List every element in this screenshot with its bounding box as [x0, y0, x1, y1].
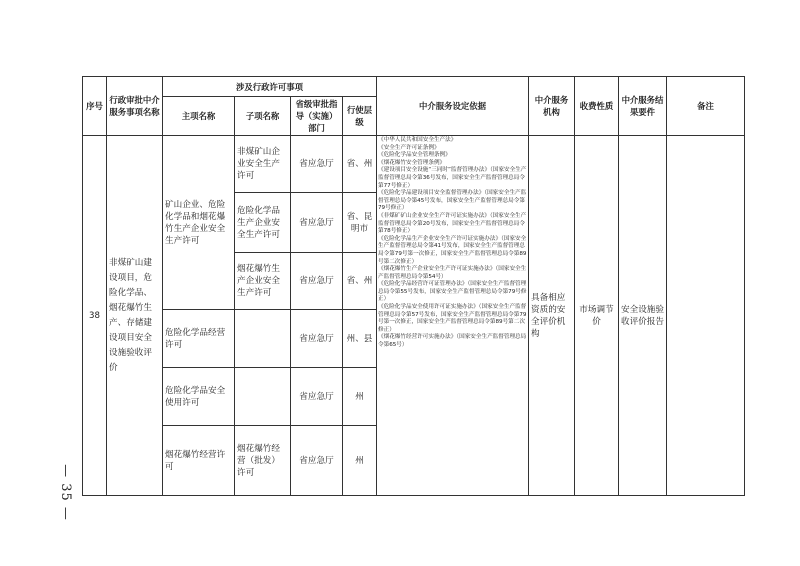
header-agency: 中介服务机构 — [529, 77, 575, 136]
basis-line: 《烟花爆竹安全管理条例》 — [378, 159, 446, 166]
row-agency: 具备相应资质的安全评价机构 — [529, 136, 575, 496]
header-license-group: 涉及行政许可事项 — [163, 77, 377, 97]
main-item-mining: 矿山企业、危险化学品和烟花爆竹生产企业安全生产许可 — [163, 136, 235, 310]
dept-cell: 省应急厅 — [291, 253, 343, 310]
header-basis: 中介服务设定依据 — [377, 77, 529, 136]
main-item-hazchem-use: 危险化学品安全使用许可 — [163, 368, 235, 426]
row-approval-item: 非煤矿山建设项目，危险化学品、烟花爆竹生产、存储建设项目安全设施验收评价 — [107, 136, 163, 496]
level-cell: 州 — [343, 368, 377, 426]
header-result: 中介服务结果要件 — [619, 77, 667, 136]
basis-line: 《建设项目安全设施“三同时”监督管理办法》（国家安全生产监督管理总局令第36号发布，国家安全生产监督管理总局令第77号修正） — [378, 167, 527, 189]
row-result: 安全设施验收评价报告 — [619, 136, 667, 496]
header-row-1 — [83, 77, 745, 97]
level-cell: 省、州 — [343, 253, 377, 310]
dept-cell: 省应急厅 — [291, 368, 343, 426]
sub-item — [235, 368, 291, 426]
basis-line: 《烟花爆竹生产企业安全生产许可证实施办法》（国家安全生产监督管理总局令第54号） — [378, 266, 527, 280]
dept-cell: 省应急厅 — [291, 193, 343, 253]
basis-line: 《中华人民共和国安全生产法》 — [378, 137, 457, 143]
header-note: 备注 — [667, 77, 745, 136]
dept-cell: 省应急厅 — [291, 136, 343, 193]
header-level: 行使层级 — [343, 97, 377, 136]
intermediary-services-table — [82, 76, 745, 496]
page-number-text: — 35 — — [57, 463, 73, 521]
header-main-item: 主项名称 — [163, 97, 235, 136]
sub-item: 非煤矿山企业安全生产许可 — [235, 136, 291, 193]
table-row — [83, 136, 745, 193]
main-item-hazchem-business: 危险化学品经营许可 — [163, 310, 235, 368]
basis-line: 《危险化学品安全使用许可证实施办法》（国家安全生产监督管理总局令第57号发布，国家安全生产监督管理总局令第79号第一次修正，国家安全生产监督管理总局令第89号第二次修正） — [378, 304, 527, 333]
basis-cell — [377, 136, 529, 496]
basis-line: 《非煤矿矿山企业安全生产许可证实施办法》（国家安全生产监督管理总局令第20号发布，国家安全生产监督管理总局令第78号修正） — [378, 212, 527, 235]
basis-line: 《危险化学品安全管理条例》 — [378, 152, 451, 159]
sub-item — [235, 310, 291, 368]
row-note — [667, 136, 745, 496]
dept-cell: 省应急厅 — [291, 426, 343, 496]
level-cell: 省、昆明市 — [343, 193, 377, 253]
basis-line: 《危险化学品经营许可证管理办法》（国家安全生产监督管理总局令第55号发布，国家安全生产监督管理总局令第79号修正） — [378, 281, 527, 303]
basis-line: 《烟花爆竹经营许可实施办法》（国家安全生产监督管理总局令第65号） — [378, 334, 527, 349]
main-item-fireworks-business: 烟花爆竹经营许可 — [163, 426, 235, 496]
row-fee: 市场调节价 — [575, 136, 619, 496]
level-cell: 州 — [343, 426, 377, 496]
row-seq: 38 — [83, 136, 107, 496]
header-sub-item: 子项名称 — [235, 97, 291, 136]
basis-line: 《安全生产许可证条例》 — [378, 144, 440, 151]
sub-item: 烟花爆竹生产企业安全生产许可 — [235, 253, 291, 310]
header-provincial-dept: 省级审批指导（实施）部门 — [291, 97, 343, 136]
page-number — [58, 452, 72, 532]
sub-item: 烟花爆竹经营（批发）许可 — [235, 426, 291, 496]
sub-item: 危险化学品生产企业安全生产许可 — [235, 193, 291, 253]
basis-line: 《危险化学品建设项目安全监督管理办法》（国家安全生产监督管理总局令第45号发布，国家安全生产监督管理总局令第79号修正） — [378, 190, 527, 212]
header-fee: 收费性质 — [575, 77, 619, 136]
level-cell: 省、州 — [343, 136, 377, 193]
basis-line: 《危险化学品生产企业安全生产许可证实施办法》（国家安全生产监督管理总局令第41号发布，国家安全生产监督管理总局令第79号第一次修正，国家安全生产监督管理总局令第89号第二次修正） — [378, 235, 527, 265]
dept-cell: 省应急厅 — [291, 310, 343, 368]
header-approval-item: 行政审批中介服务事项名称 — [107, 77, 163, 136]
level-cell: 州、县 — [343, 310, 377, 368]
header-seq: 序号 — [83, 77, 107, 136]
